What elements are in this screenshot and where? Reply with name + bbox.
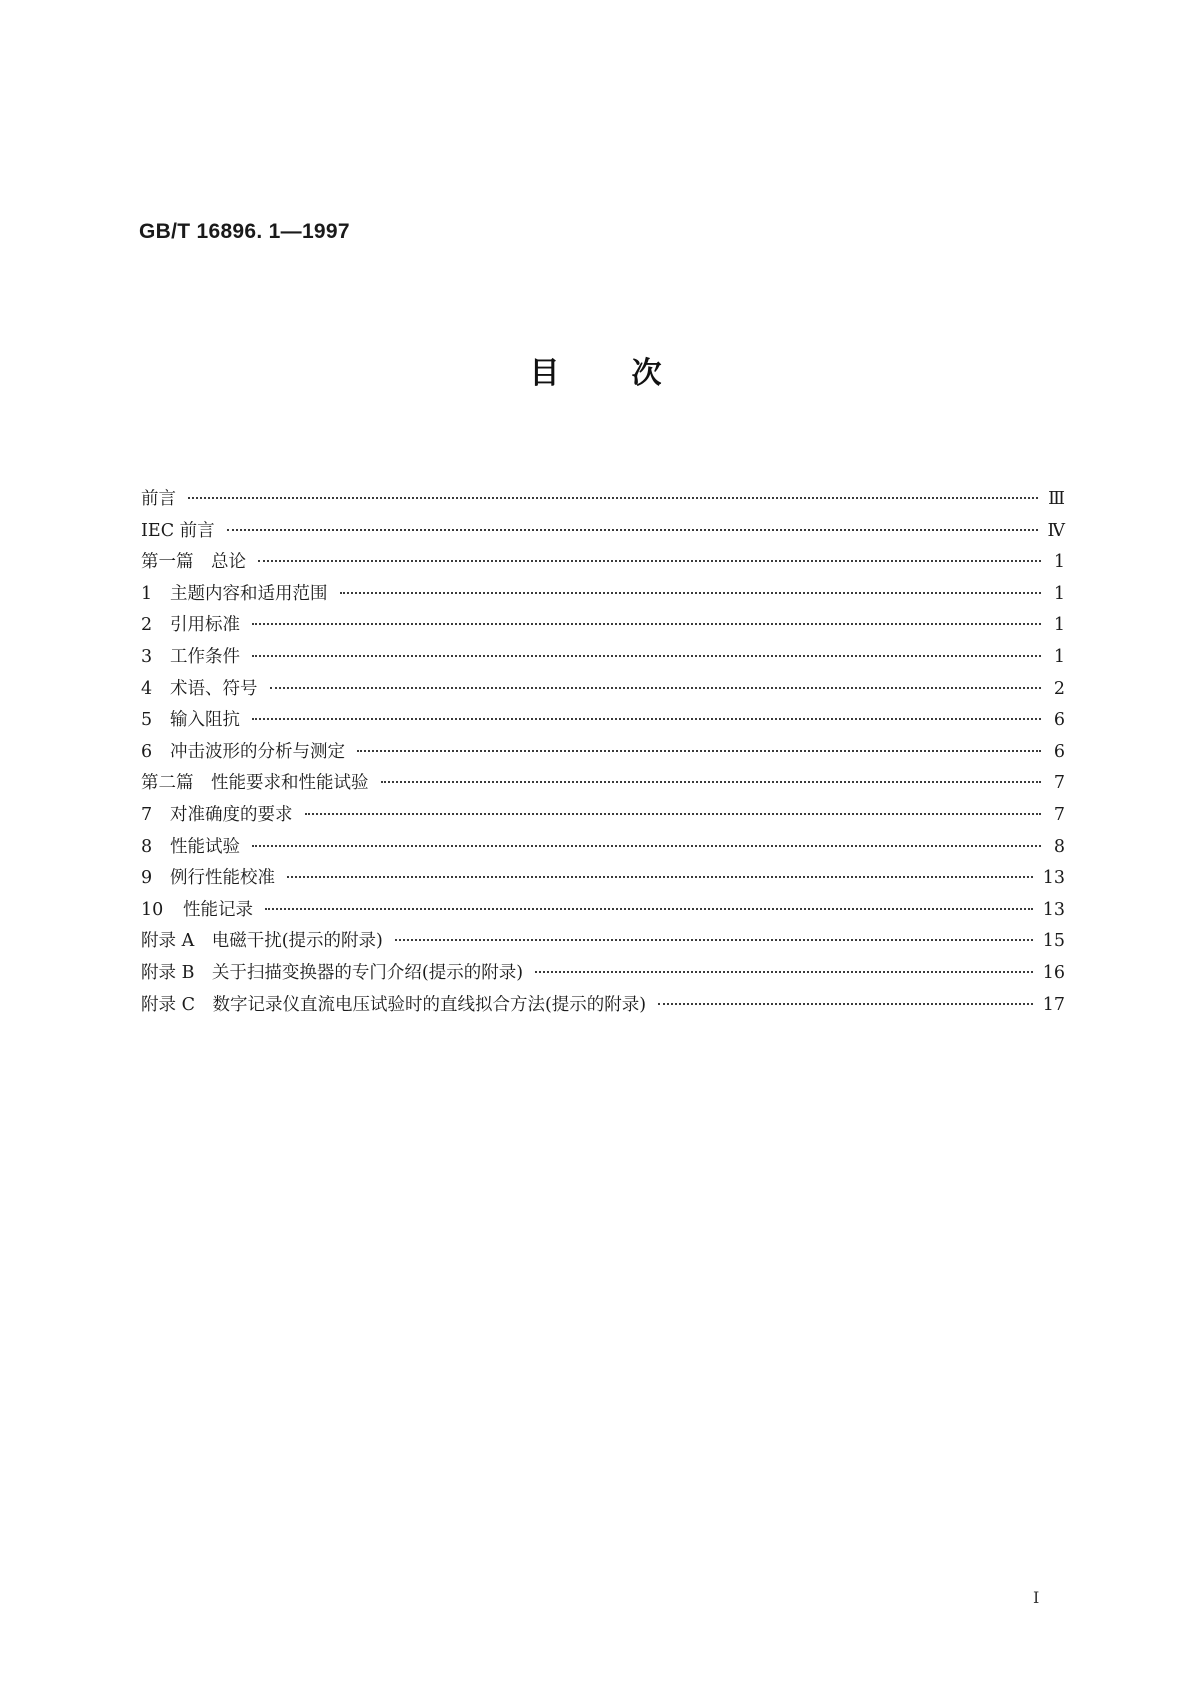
dot-leader (188, 497, 1038, 499)
page-number: I (1033, 1588, 1040, 1607)
toc-entry (141, 990, 1065, 1022)
toc-entry-number: 9 (141, 868, 153, 889)
toc-entry (141, 800, 1065, 832)
dot-leader (252, 623, 1041, 625)
toc-entry-number: 10 (141, 899, 164, 920)
toc-title: 目次 (529, 356, 734, 391)
toc-entry-page: 17 (1042, 994, 1065, 1015)
toc-entry (141, 674, 1065, 706)
toc-entry-page: Ⅳ (1047, 520, 1065, 541)
toc-entry-number: 4 (141, 678, 153, 699)
toc-entry (141, 832, 1065, 864)
toc-entry-page: 6 (1053, 710, 1065, 731)
toc-entry-number: 3 (141, 646, 153, 667)
toc-entry (141, 958, 1065, 990)
toc-entry-label: 前言 (141, 489, 176, 509)
toc-entry-page: 2 (1053, 678, 1065, 699)
toc-entry (141, 516, 1065, 548)
toc-entry-number: 7 (141, 804, 153, 825)
dot-leader (287, 876, 1033, 878)
toc-entry-label: 第二篇 性能要求和性能试验 (141, 773, 369, 794)
toc-entry-page: Ⅲ (1048, 489, 1065, 509)
dot-leader (357, 750, 1041, 752)
toc-entry (141, 484, 1065, 516)
dot-leader (658, 1003, 1033, 1005)
dot-leader (265, 908, 1033, 910)
toc-entry (141, 610, 1065, 642)
toc-entry-label: 性能记录 (183, 899, 253, 920)
dot-leader (227, 529, 1038, 531)
toc-entry-label: 例行性能校准 (170, 868, 275, 889)
toc-entry (141, 768, 1065, 800)
dot-leader (340, 592, 1042, 594)
toc-entry (141, 642, 1065, 674)
toc-entry-label: 性能试验 (170, 836, 240, 857)
toc-entry-page: 13 (1042, 899, 1065, 920)
dot-leader (252, 845, 1041, 847)
table-of-contents (141, 484, 1065, 1021)
toc-entry-number: 2 (141, 615, 153, 636)
dot-leader (381, 781, 1042, 783)
toc-entry-label: 附录 B 关于扫描变换器的专门介绍(提示的附录) (141, 962, 524, 983)
dot-leader (258, 560, 1041, 562)
toc-entry-number: 8 (141, 836, 153, 857)
toc-entry-label: 主题内容和适用范围 (170, 583, 328, 604)
toc-entry-page: 1 (1053, 615, 1065, 636)
toc-entry (141, 863, 1065, 895)
toc-entry-page: 1 (1053, 552, 1065, 573)
toc-entry-label: 附录 C 数字记录仪直流电压试验时的直线拟合方法(提示的附录) (141, 994, 647, 1015)
toc-entry-label: 第一篇 总论 (141, 552, 246, 573)
toc-entry (141, 547, 1065, 579)
standard-code: GB/T 16896. 1—1997 (139, 220, 350, 243)
toc-entry-label: 冲击波形的分析与测定 (170, 741, 345, 762)
dot-leader (270, 687, 1042, 689)
toc-entry-page: 6 (1053, 741, 1065, 762)
toc-entry-number: 6 (141, 741, 153, 762)
toc-entry-label: 对准确度的要求 (170, 804, 293, 825)
toc-entry-page: 15 (1042, 931, 1065, 952)
toc-entry-label: IEC 前言 (141, 520, 215, 541)
toc-entry-label: 附录 A 电磁干扰(提示的附录) (141, 931, 383, 952)
toc-entry-page: 8 (1053, 836, 1065, 857)
dot-leader (252, 718, 1041, 720)
toc-entry-label: 引用标准 (170, 615, 240, 636)
toc-entry-label: 输入阻抗 (170, 710, 240, 731)
toc-entry-label: 工作条件 (170, 646, 240, 667)
toc-entry (141, 895, 1065, 927)
toc-entry (141, 579, 1065, 611)
standard-header (139, 220, 350, 244)
toc-entry-number: 1 (141, 583, 153, 604)
toc-entry (141, 737, 1065, 769)
dot-leader (252, 655, 1041, 657)
toc-entry-label: 术语、符号 (170, 678, 258, 699)
toc-entry (141, 705, 1065, 737)
toc-entry-page: 7 (1053, 804, 1065, 825)
dot-leader (305, 813, 1042, 815)
dot-leader (395, 939, 1033, 941)
toc-entry (141, 926, 1065, 958)
toc-entry-page: 7 (1053, 773, 1065, 794)
toc-entry-page: 1 (1053, 583, 1065, 604)
toc-entry-page: 13 (1042, 868, 1065, 889)
dot-leader (535, 971, 1033, 973)
toc-entry-number: 5 (141, 710, 153, 731)
toc-entry-page: 1 (1053, 646, 1065, 667)
toc-entry-page: 16 (1042, 962, 1065, 983)
